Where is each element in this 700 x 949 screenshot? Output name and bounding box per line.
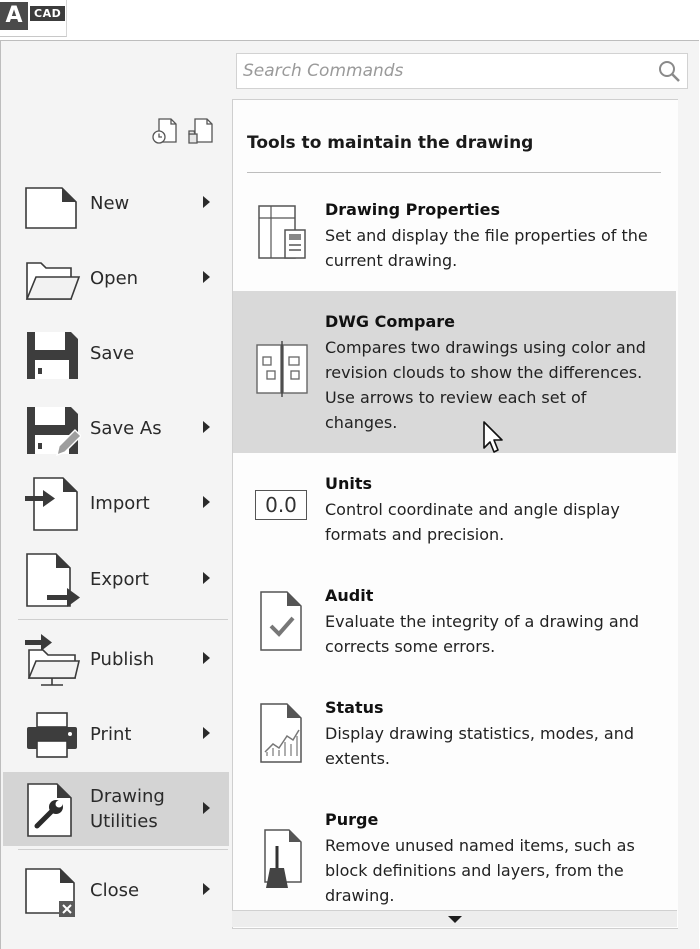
search-icon[interactable] xyxy=(657,59,681,83)
search-placeholder: Search Commands xyxy=(243,61,404,81)
tool-description: Remove unused named items, such as block definitions and layers, from the drawing. xyxy=(325,836,635,905)
drawing-utilities-icon xyxy=(23,780,81,838)
units-icon-text: 0.0 xyxy=(255,490,307,520)
tool-units[interactable] xyxy=(233,462,676,562)
menu-item-label: Close xyxy=(90,879,140,901)
save-as-icon xyxy=(23,399,81,457)
submenu-arrow-icon xyxy=(203,196,210,208)
panel-title: Tools to maintain the drawing xyxy=(247,133,534,153)
tool-name: Units xyxy=(325,474,373,493)
tool-description: Control coordinate and angle display formats and precision. xyxy=(325,500,620,544)
submenu-arrow-icon xyxy=(203,652,210,664)
application-menu-button[interactable] xyxy=(0,0,67,37)
menu-item-label: Save xyxy=(90,342,135,364)
audit-icon xyxy=(255,588,309,652)
open-documents-icon[interactable] xyxy=(186,116,216,146)
purge-broom-icon xyxy=(255,826,309,890)
drawing-properties-icon xyxy=(255,202,309,266)
tool-description: Compares two drawings using color and revision clouds to show the differences. Use arrows to review each set of changes. xyxy=(325,338,646,432)
scroll-down-arrow-icon xyxy=(448,916,462,923)
submenu-arrow-icon xyxy=(203,421,210,433)
search-commands-field[interactable] xyxy=(236,53,688,89)
menu-item-print[interactable] xyxy=(3,697,229,771)
menu-item-label: Open xyxy=(90,267,139,289)
submenu-arrow-icon xyxy=(203,572,210,584)
menu-separator xyxy=(18,619,228,620)
tool-name: DWG Compare xyxy=(325,312,456,331)
menu-item-new[interactable] xyxy=(3,166,229,240)
save-disk-icon xyxy=(23,324,81,382)
publish-icon xyxy=(23,630,81,688)
menu-item-save-as[interactable] xyxy=(3,391,229,465)
tool-name: Status xyxy=(325,698,384,717)
app-logo-text: CAD xyxy=(30,6,65,21)
menu-item-label: Import xyxy=(90,492,150,514)
close-document-icon xyxy=(23,861,81,919)
submenu-arrow-icon xyxy=(203,802,210,814)
tool-status[interactable] xyxy=(233,686,676,786)
menu-item-open[interactable] xyxy=(3,241,229,315)
submenu-arrow-icon xyxy=(203,271,210,283)
app-logo-letter: A xyxy=(0,2,28,30)
menu-item-publish[interactable] xyxy=(3,622,229,696)
scroll-down-button[interactable] xyxy=(232,910,677,927)
menu-item-label: Save As xyxy=(90,417,162,439)
tool-audit[interactable] xyxy=(233,574,676,674)
panel-divider xyxy=(247,172,661,173)
recent-documents-icon[interactable] xyxy=(150,116,180,146)
tool-description: Set and display the file properties of the current drawing. xyxy=(325,226,648,270)
menu-item-label xyxy=(90,772,165,846)
menu-separator xyxy=(18,849,228,850)
tool-dwg-compare[interactable] xyxy=(233,291,676,453)
menu-item-label: Publish xyxy=(90,648,155,670)
units-icon xyxy=(255,484,309,520)
printer-icon xyxy=(23,705,81,763)
menu-item-label: New xyxy=(90,192,130,214)
submenu-arrow-icon xyxy=(203,727,210,739)
tool-purge[interactable] xyxy=(233,798,676,908)
import-icon xyxy=(23,474,81,532)
menu-item-label-line1: Drawing xyxy=(90,786,165,807)
submenu-arrow-icon xyxy=(203,883,210,895)
mouse-pointer-icon xyxy=(482,420,506,456)
menu-item-label: Print xyxy=(90,723,132,745)
status-chart-icon xyxy=(255,700,309,764)
export-icon xyxy=(23,550,81,608)
menu-item-close[interactable] xyxy=(3,853,229,927)
submenu-arrow-icon xyxy=(203,496,210,508)
tool-name: Purge xyxy=(325,810,379,829)
tool-drawing-properties[interactable] xyxy=(233,188,676,288)
tool-description: Display drawing statistics, modes, and extents. xyxy=(325,724,634,768)
new-document-icon xyxy=(23,174,81,232)
menu-item-export[interactable] xyxy=(3,542,229,616)
menu-item-label-line2: Utilities xyxy=(90,811,158,832)
open-folder-icon xyxy=(23,249,81,307)
menu-item-label: Export xyxy=(90,568,149,590)
menu-item-import[interactable] xyxy=(3,466,229,540)
dwg-compare-icon xyxy=(255,339,309,403)
menu-item-drawing-utilities[interactable] xyxy=(3,772,229,846)
tool-name: Drawing Properties xyxy=(325,200,500,219)
tool-description: Evaluate the integrity of a drawing and corrects some errors. xyxy=(325,612,639,656)
menu-item-save[interactable] xyxy=(3,316,229,390)
tool-name: Audit xyxy=(325,586,374,605)
